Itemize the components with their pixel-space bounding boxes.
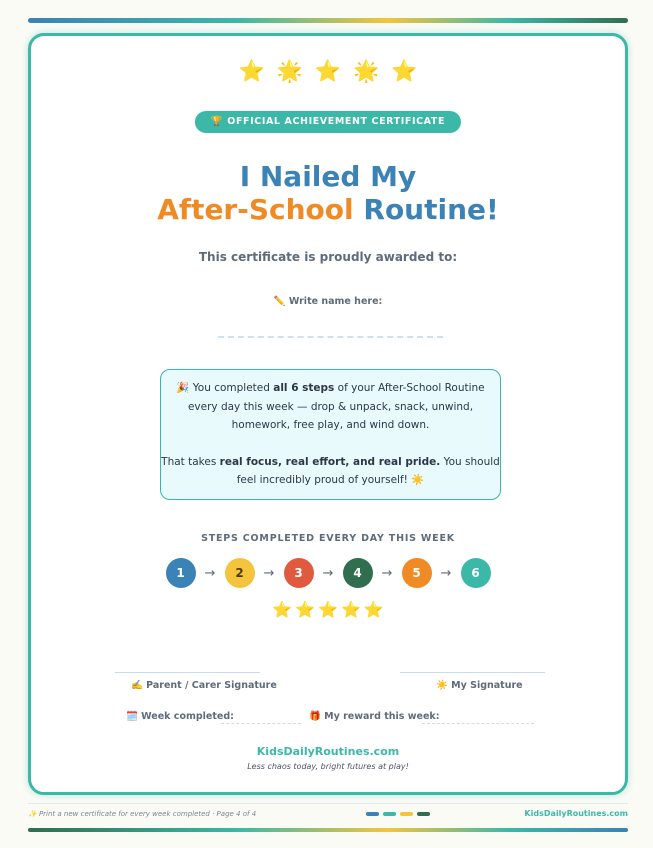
message-box	[160, 369, 501, 500]
achievement-badge	[195, 111, 461, 133]
my-signature-label: ☀️ My Signature	[436, 680, 523, 691]
step-circle-5: 5	[402, 558, 432, 588]
title-rest: Routine!	[353, 193, 499, 226]
bottom-gradient-bar	[28, 828, 628, 832]
arrow-right-icon: →	[440, 565, 452, 581]
dash-teal	[383, 812, 396, 816]
title-line-1: I Nailed My	[239, 160, 417, 193]
step-circle-4: 4	[343, 558, 373, 588]
trophy-icon: 🏆	[210, 116, 224, 127]
star-icon: ⭐	[295, 600, 316, 619]
dash-blue	[366, 812, 379, 816]
bottom-stars-row	[31, 602, 625, 618]
gift-icon: 🎁	[309, 711, 321, 722]
footer-color-dashes	[366, 812, 430, 816]
parent-signature-label: ✍️ Parent / Carer Signature	[131, 680, 277, 691]
steps-row	[31, 558, 625, 588]
step-circle-1: 1	[166, 558, 196, 588]
glowing-star-icon: 🌟	[276, 59, 303, 83]
title-line-2	[31, 193, 625, 226]
steps-heading: STEPS COMPLETED EVERY DAY THIS WEEK	[201, 533, 455, 544]
star-icon: ⭐	[391, 59, 418, 83]
arrow-right-icon: →	[381, 565, 393, 581]
arrow-right-icon: →	[322, 565, 334, 581]
parent-signature-line	[115, 672, 260, 673]
sun-icon: ☀️	[436, 680, 448, 691]
sparkles-icon: ✨	[28, 810, 37, 818]
badge-text: OFFICIAL ACHIEVEMENT CERTIFICATE	[227, 116, 446, 127]
name-prompt	[31, 296, 625, 307]
week-completed-line	[221, 723, 301, 724]
footer-site: KidsDailyRoutines.com	[524, 809, 628, 818]
name-prompt-text: Write name here:	[288, 296, 383, 307]
title-highlight: After-School	[157, 193, 354, 226]
star-icon: ⭐	[314, 59, 342, 83]
arrow-right-icon: →	[204, 565, 216, 581]
dash-green	[417, 812, 430, 816]
star-icon: ⭐	[340, 600, 361, 619]
top-stars-row	[31, 61, 625, 82]
calendar-icon: 🗓️	[126, 711, 138, 722]
certificate-card	[28, 33, 628, 795]
glowing-star-icon: 🌟	[353, 59, 380, 83]
footer-divider	[28, 803, 628, 804]
dash-yellow	[400, 812, 413, 816]
step-circle-3: 3	[284, 558, 314, 588]
my-signature-line	[400, 672, 545, 673]
step-circle-2: 2	[225, 558, 255, 588]
footer-note: ✨ Print a new certificate for every week completed · Page 4 of 4	[28, 810, 257, 818]
star-icon: ⭐	[272, 600, 293, 619]
star-icon: ⭐	[238, 59, 265, 83]
pencil-icon: ✏️	[273, 296, 286, 307]
step-circle-6: 6	[461, 558, 491, 588]
writing-hand-icon: ✍️	[131, 680, 143, 691]
week-completed-label: 🗓️ Week completed:	[126, 711, 234, 722]
certificate-title	[31, 160, 625, 226]
message-paragraph-2: That takes real focus, real effort, and real pride. You should feel incredibly proud of yourself! ☀️	[161, 455, 500, 486]
tagline: Less chaos today, bright futures at play!	[247, 762, 409, 771]
arrow-right-icon: →	[263, 565, 275, 581]
reward-label: 🎁 My reward this week:	[309, 711, 440, 722]
party-popper-icon: 🎉	[176, 382, 190, 394]
star-icon: ⭐	[363, 600, 384, 619]
top-gradient-bar	[28, 18, 628, 23]
message-paragraph-1: 🎉 You completed all 6 steps of your After-School Routine every day this week — drop & unpack, snack, unwind, homework, free play, and wind down.	[176, 382, 485, 431]
star-icon: ⭐	[318, 600, 338, 619]
reward-line	[422, 723, 534, 724]
awarded-text: This certificate is proudly awarded to:	[198, 250, 458, 264]
name-write-line	[218, 336, 443, 338]
site-name: KidsDailyRoutines.com	[256, 745, 400, 758]
